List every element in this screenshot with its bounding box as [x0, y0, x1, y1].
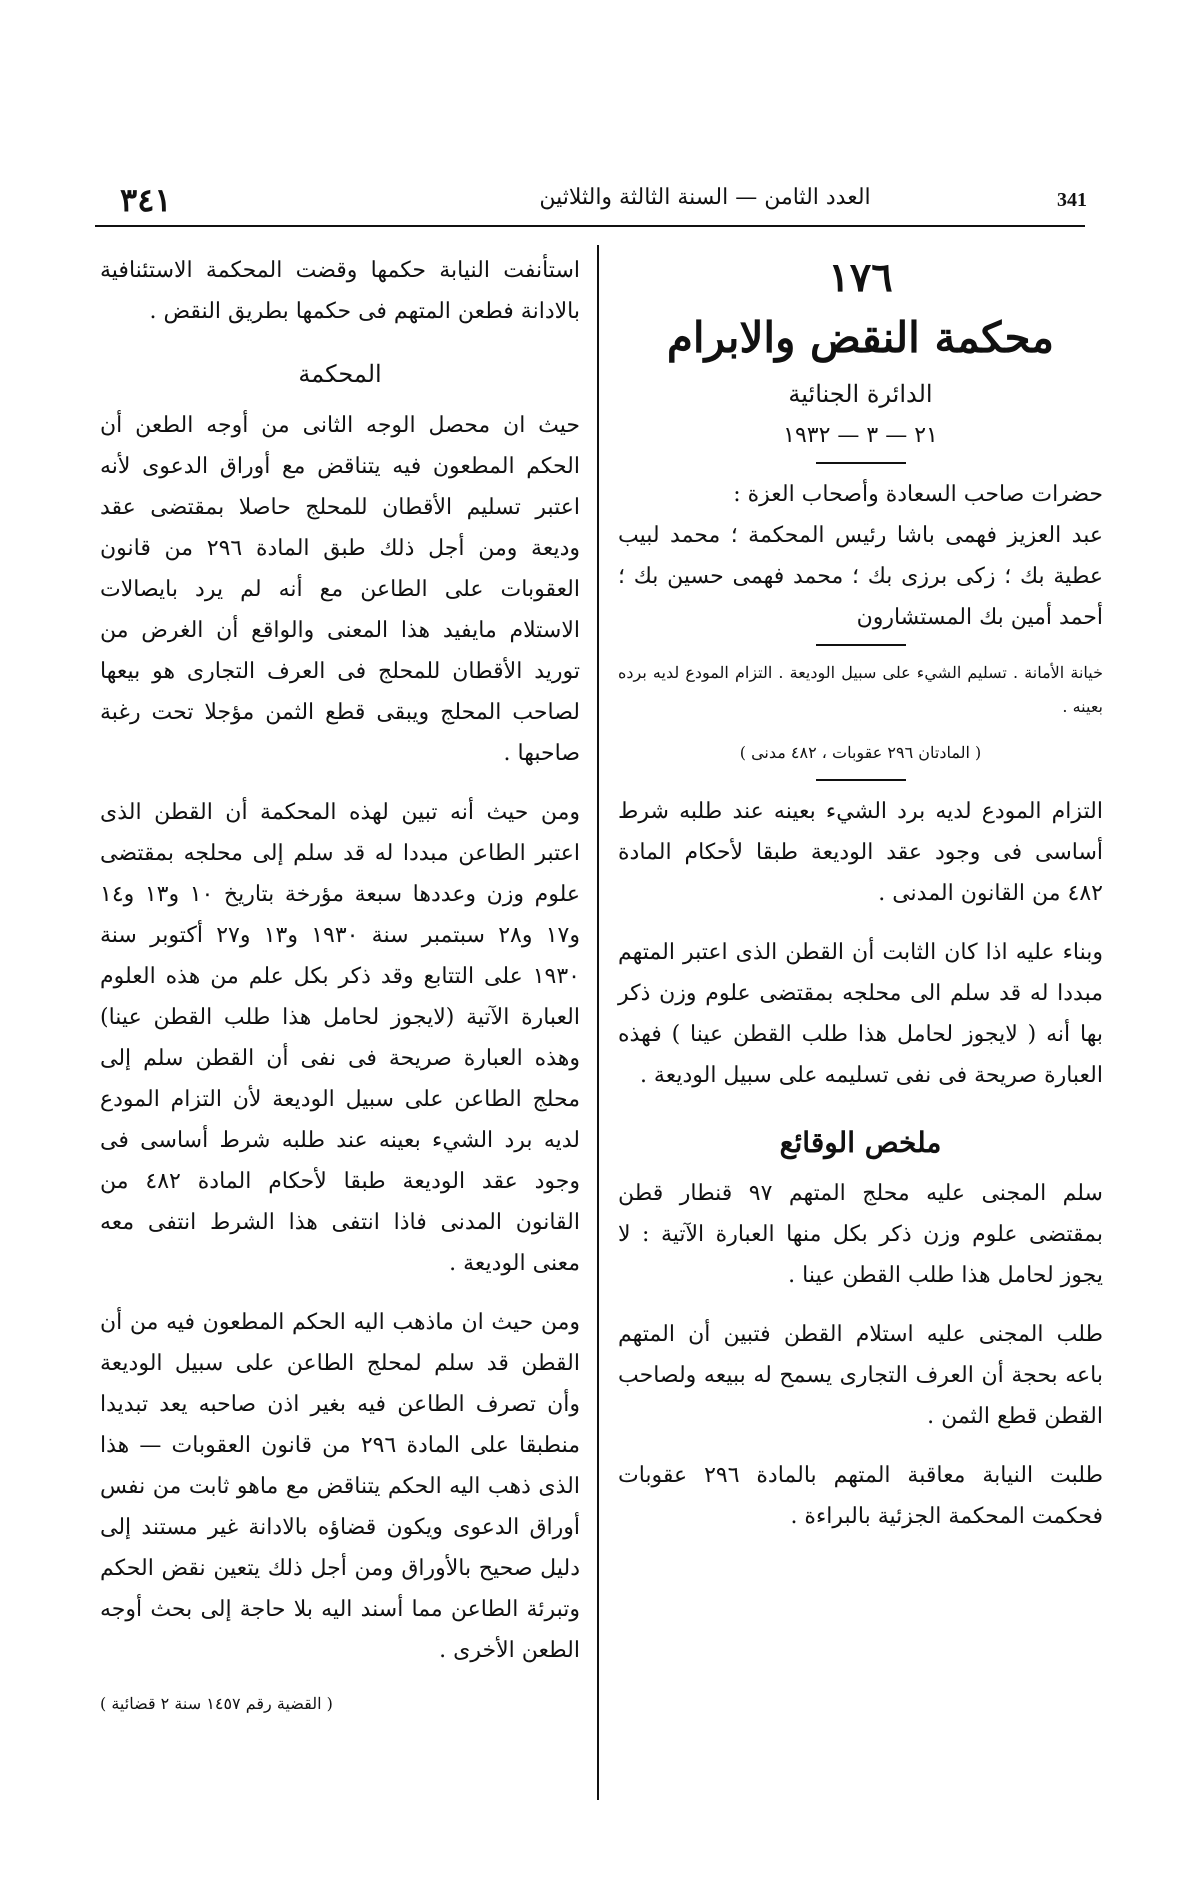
ruling-paragraph: حيث ان محصل الوجه الثانى من أوجه الطعن أن الحكم المطعون فيه يتناقض مع أوراق الدعوى لأنه اعتبر تسليم الأقطان للمحلج حاصلا بمقتضى عقد وديعة ومن أجل ذلك طبق المادة ٢٩٦ من قانون العقوبات على الطاعن مع أنه لم يرد بايصالات الاستلام مايفيد هذا المعنى والواقع أن الغرض من توريد الأقطان للمحلج فى العرف التجارى هو بيعها لصاحب المحلج ويبقى قطع الثمن مؤجلا تحت رغبة صاحبها .	[100, 413, 580, 766]
facts-paragraph: سلم المجنى عليه محلج المتهم ٩٧ قنطار قطن بمقتضى علوم وزن ذكر بكل منها العبارة الآتية : لا يجوز لحامل هذا طلب القطن عينا .	[618, 1181, 1103, 1288]
facts-paragraph: طلب المجنى عليه استلام القطن فتبين أن المتهم باعه بحجة أن العرف التجارى يسمح له ببيعه ولصاحب القطن قطع الثمن .	[618, 1322, 1103, 1429]
principle-paragraph: التزام المودع لديه برد الشيء بعينه عند طلبه شرط أساسى فى وجود عقد الوديعة طبقا لأحكام المادة ٤٨٢ من القانون المدنى .	[618, 799, 1103, 906]
court-heading: المحكمة	[298, 360, 382, 388]
articles-reference: ( المادتان ٢٩٦ عقوبات ، ٤٨٢ مدنى )	[739, 743, 982, 762]
ruling-paragraph: ومن حيث ان ماذهب اليه الحكم المطعون فيه من أن القطن قد سلم لمحلج الطاعن على سبيل الوديعة وأن تصرف الطاعن فيه بغير اذن صاحبه يعد تبديدا منطبقا على المادة ٢٩٦ من قانون العقوبات — هذا الذى ذهب اليه الحكم يتناقض مع ماهو ثابت من نفس أوراق الدعوى ويكون قضاؤه بالادانة غير مستند إلى دليل صحيح بالأوراق ومن أجل ذلك يتعين نقض الحكم وتبرئة الطاعن مما أسند اليه بلا حاجة إلى بحث أوجه الطعن الأخرى .	[100, 1310, 580, 1663]
judges-list: عبد العزيز فهمى باشا رئيس المحكمة ؛ محمد لبيب عطية بك ؛ زكى برزى بك ؛ محمد فهمى حسين بك ؛ أحمد أمين بك المستشارون	[618, 523, 1103, 630]
column-divider	[597, 245, 599, 1800]
page-number-latin: 341	[1057, 189, 1087, 211]
rule	[816, 779, 906, 781]
header-rule	[95, 225, 1085, 227]
right-column	[618, 250, 1103, 1537]
circuit-name: الدائرة الجنائية	[788, 380, 933, 408]
appeal-paragraph: استأنفت النيابة حكمها وقضت المحكمة الاستئنافية بالادانة فطعن المتهم فى حكمها بطريق النقض .	[100, 258, 580, 324]
rule	[816, 644, 906, 646]
page-number-arabic: ٣٤١	[120, 181, 172, 219]
ruling-paragraph: ومن حيث أنه تبين لهذه المحكمة أن القطن الذى اعتبر الطاعن مبددا له قد سلم إلى محلجه بمقتضى علوم وزن وعددها سبعة مؤرخة بتاريخ ١٠ و١٣ و١٤ و١٧ و٢٨ سبتمبر سنة ١٩٣٠ و١٣ و٢٧ أكتوبر سنة ١٩٣٠ على التتابع وقد ذكر بكل علم من هذه العلوم العبارة الآتية (لايجوز لحامل هذا طلب القطن عينا) وهذه العبارة صريحة فى نفى أن القطن سلم إلى محلج الطاعن على سبيل الوديعة لأن التزام المودع لديه برد الشيء بعينه عند طلبه شرط أساسى فى وجود عقد الوديعة طبقا لأحكام المادة ٤٨٢ من القانون المدنى فاذا انتفى هذا الشرط انتفى معه معنى الوديعة .	[100, 800, 580, 1276]
court-name: محكمة النقض والابرام	[666, 313, 1055, 362]
facts-heading: ملخص الوقائع	[779, 1126, 942, 1159]
keywords: خيانة الأمانة . تسليم الشيء على سبيل الوديعة . التزام المودع لديه برده بعينه .	[618, 663, 1103, 716]
page-header	[95, 181, 1087, 225]
case-reference: ( القضية رقم ١٤٥٧ سنة ٢ قضائية )	[100, 1694, 333, 1713]
facts-paragraph: طلبت النيابة معاقبة المتهم بالمادة ٢٩٦ عقوبات فحكمت المحكمة الجزئية بالبراءة .	[618, 1463, 1104, 1529]
case-number: ١٧٦	[828, 254, 893, 301]
principle-paragraph: وبناء عليه اذا كان الثابت أن القطن الذى اعتبر المتهم مبددا له قد سلم الى محلجه بمقتضى علوم وزن ذكر بها أنه ( لايجوز لحامل هذا طلب القطن عينا ) فهذه العبارة صريحة فى نفى تسليمه على سبيل الوديعة .	[618, 940, 1103, 1088]
left-column	[100, 250, 580, 1724]
running-title: العدد الثامن — السنة الثالثة والثلاثين	[539, 185, 871, 210]
judges-intro: حضرات صاحب السعادة وأصحاب العزة :	[733, 482, 1103, 507]
rule	[816, 462, 906, 464]
judgment-date: ٢١ — ٣ — ١٩٣٢	[783, 423, 938, 448]
